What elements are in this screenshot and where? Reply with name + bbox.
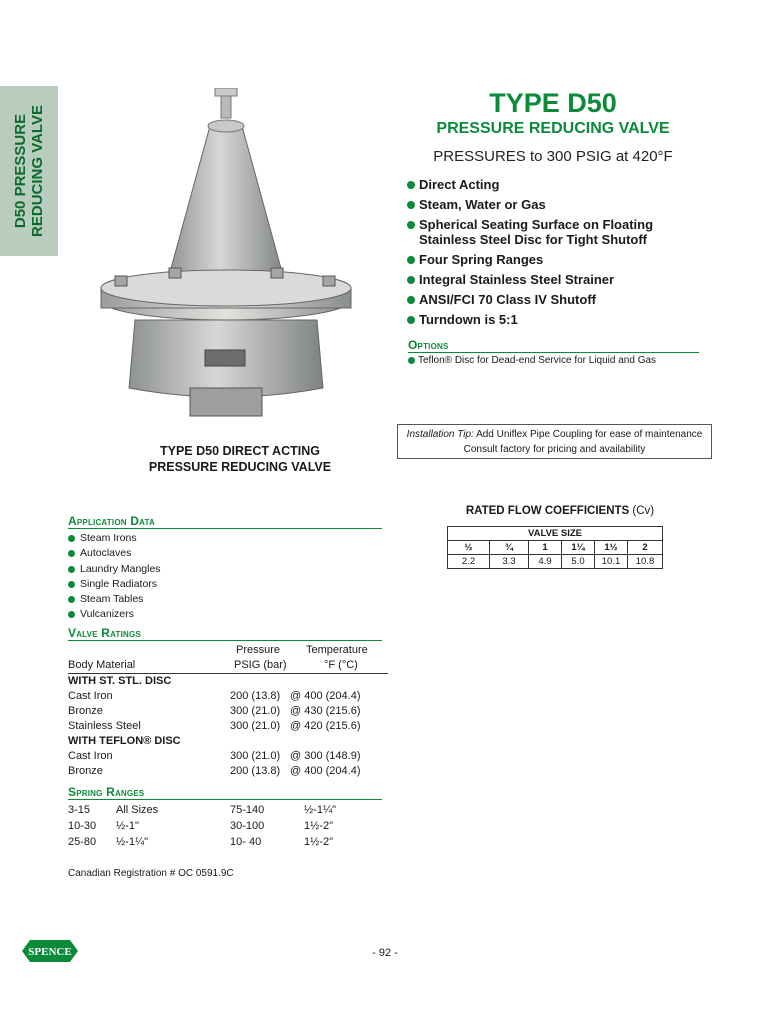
- feature-item: Direct Acting: [407, 177, 707, 192]
- side-tab-line-1: D50 PRESSURE: [12, 113, 29, 229]
- application-data-heading: Application Data: [68, 514, 382, 529]
- flow-coefficients-title: RATED FLOW COEFFICIENTS (Cv): [465, 505, 655, 517]
- valve-size-header: VALVE SIZE: [448, 527, 663, 541]
- photo-caption: TYPE D50 DIRECT ACTING PRESSURE REDUCING VALVE: [148, 444, 332, 474]
- cv-cell: 2.2: [448, 555, 490, 569]
- table-row: 3-15 All Sizes 75-140 ½-1¼": [68, 804, 337, 816]
- options-item: Teflon® Disc for Dead-end Service for Liquid and Gas: [408, 355, 718, 366]
- cv-cell: 3.3: [490, 555, 529, 569]
- page-number: - 92 -: [372, 947, 398, 959]
- bullet-icon: [407, 181, 415, 189]
- table-row: Cast Iron 200 (13.8) @ 400 (204.4): [68, 690, 361, 702]
- side-tab: [0, 86, 58, 256]
- bullet-icon: [68, 566, 75, 573]
- feature-item: Four Spring Ranges: [407, 252, 707, 267]
- cv-cell: 10.8: [628, 555, 663, 569]
- side-tab-line-2: REDUCING VALVE: [29, 105, 46, 237]
- list-item: Autoclaves: [68, 546, 368, 561]
- spring-ranges-heading: Spring Ranges: [68, 785, 382, 800]
- feature-list: [407, 177, 707, 332]
- list-item: Steam Irons: [68, 531, 368, 546]
- bullet-icon: [407, 276, 415, 284]
- table-row: Bronze 200 (13.8) @ 400 (204.4): [68, 765, 361, 777]
- spence-logo: [20, 938, 80, 964]
- product-title: TYPE D50: [489, 88, 617, 118]
- bullet-icon: [407, 316, 415, 324]
- bullet-icon: [407, 221, 415, 229]
- size-cell: 1¼: [562, 541, 595, 555]
- list-item: Vulcanizers: [68, 607, 368, 622]
- bullet-icon: [68, 550, 75, 557]
- bullet-icon: [408, 357, 415, 364]
- size-cell: 1: [529, 541, 562, 555]
- installation-tip-line-2: Consult factory for pricing and availability: [463, 444, 646, 455]
- group-label: WITH ST. STL. DISC: [68, 675, 172, 687]
- valve-ratings-table: [68, 643, 388, 779]
- bullet-icon: [68, 596, 75, 603]
- installation-tip-box: [397, 424, 712, 459]
- list-item: Single Radiators: [68, 577, 368, 592]
- table-row: Stainless Steel 300 (21.0) @ 420 (215.6): [68, 720, 361, 732]
- side-tab-label: [12, 105, 46, 237]
- product-subtitle: PRESSURE REDUCING VALVE: [436, 120, 670, 137]
- size-cell: ½: [448, 541, 490, 555]
- size-cell: 2: [628, 541, 663, 555]
- list-item: Laundry Mangles: [68, 562, 368, 577]
- size-cell: 1½: [595, 541, 628, 555]
- spring-ranges-table: [68, 802, 388, 850]
- canadian-registration: Canadian Registration # OC 0591.9C: [68, 868, 234, 879]
- table-row: Cast Iron 300 (21.0) @ 300 (148.9): [68, 750, 361, 762]
- cv-cell: 5.0: [562, 555, 595, 569]
- size-cell: ¾: [490, 541, 529, 555]
- options-heading: Options: [408, 338, 699, 353]
- logo-text: SPENCE: [28, 946, 72, 958]
- table-row: 10-30 ½-1" 30-100 1½-2": [68, 820, 333, 832]
- bullet-icon: [68, 535, 75, 542]
- bullet-icon: [68, 581, 75, 588]
- bullet-icon: [407, 201, 415, 209]
- valve-ratings-heading: Valve Ratings: [68, 626, 382, 641]
- cv-cell: 10.1: [595, 555, 628, 569]
- installation-tip-line-1: Installation Tip: Add Uniflex Pipe Coupling for ease of maintenance: [406, 429, 703, 440]
- table-header-row: Body Material PSIG (bar) °F (°C): [68, 658, 388, 674]
- feature-item: Integral Stainless Steel Strainer: [407, 272, 707, 287]
- flow-coefficients-table: [447, 526, 663, 569]
- table-row: 25-80 ½-1¼" 10- 40 1½-2": [68, 836, 333, 848]
- bullet-icon: [68, 611, 75, 618]
- table-header-row: Pressure Temperature: [236, 644, 368, 656]
- pressure-rating: PRESSURES to 300 PSIG at 420°F: [433, 148, 673, 165]
- application-list: [68, 531, 368, 623]
- feature-item: Turndown is 5:1: [407, 312, 707, 327]
- bullet-icon: [407, 256, 415, 264]
- bullet-icon: [407, 296, 415, 304]
- feature-item: ANSI/FCI 70 Class IV Shutoff: [407, 292, 707, 307]
- feature-item: Steam, Water or Gas: [407, 197, 707, 212]
- group-label: WITH TEFLON® DISC: [68, 735, 181, 747]
- cv-cell: 4.9: [529, 555, 562, 569]
- table-row: Bronze 300 (21.0) @ 430 (215.6): [68, 705, 361, 717]
- list-item: Steam Tables: [68, 592, 368, 607]
- feature-item: Spherical Seating Surface on Floating Stainless Steel Disc for Tight Shutoff: [407, 217, 707, 247]
- valve-photo: [95, 88, 365, 418]
